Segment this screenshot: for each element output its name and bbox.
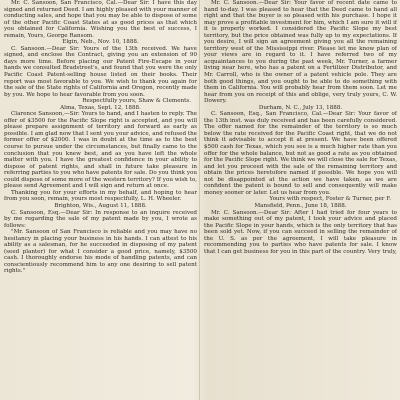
- right-column: [204, 0, 397, 400]
- letter-foster-turner: C. Sansoon, Esq., San Francisco, Cal.—Dear Sir: Your favor of the 13th inst. was duly received and has been carefully considered. The offer named for the remainder of the territory is so much below the rate received for the Pacific Coast right, that we do not think it advisable to accept it at present. We have been offered $500 cash for Texas, which you see is a much higher rate than you offer for the whole balance, but not as good a rate as you obtained for the Pacific Slope right. We think we will close the sale for Texas, and let you proceed with the sale of the remaining territory and obtain the prices heretofore named if possible. We hope you will not be disappointed at the action we have taken, as we are confident the patent is bound to sell and consequently will make money sooner or later. Let us hear from you.: [204, 111, 397, 196]
- column-divider: [199, 0, 200, 400]
- dateline-alma: Alma, Texas, Sept. 12, 1888.: [60, 104, 141, 111]
- letter-wheeler-closing: Thanking you for your efforts in my behalf, and hoping to hear from you soon, remain, yours most respectfully, L. H. Wheeler.: [4, 189, 197, 203]
- dateline-elgin: Elgin, Neb., Nov. 10, 1888.: [62, 39, 139, 46]
- letter-dowery: Mr. C. Sansoon.—Dear Sir: Your favor of recent date came to hand to-day. I was pleased to hear that the Deed came to hand all right and that the buyer is so pleased with his purchase. I hope it may prove a profitable investment for him, which I am sure it will if it is properly worked. I considered the Pacific Slope my best territory, but the price obtained was fully up to my expectations. If you desire, I will sign an agreement giving you all the remaining territory west of the Mississippi river. Please let me know plan of your views are in regard to it. I have referred two of my acquaintances to you during the past week, Mr. Turner, a farmer living near here, who has a patent on a Fertilizer Distributor, and Mr. Carroll, who is the owner of a patent vehicle pole. They are both good things, and you ought to be able to do something with them in California. You will probably hear from them soon. Let me hear from you on receipt of this and oblige, very truly yours, C. W. Dowery.: [204, 0, 397, 105]
- letter-shaw-clements: C. Sansoon.—Dear Sir: Yours of the 13th received. We have signed, and enclose the Contract, giving you an extension of 90 days more time. Before placing our Patent Fire-Escape in your hands we consulted Bradstreet's, and found that you were the only Pacific Coast Patent-selling house listed on their books. Their report was most favorable to you. We wish to thank you again for the sale of the State rights of California and Oregon, recently made by you. We hope to hear favorable from you soon.: [4, 45, 197, 98]
- dateline-mansfield: Mansfield, Penn., June 18, 1888.: [254, 202, 347, 209]
- dateline-brighton: Brighton, Wis., August 11, 1888.: [54, 202, 147, 209]
- dateline-durham: Durham, N. C., July 13, 1888.: [258, 104, 343, 111]
- letter-ransom: Mr. C. Sansoon, San Francisco, Cal.—Dear Sir: I have this day signed and returned Deed. I am highly pleased with your manner of conducting sales, and hope that you may be able to dispose of some of the other Pacific Coast States at as good prices as that which you obtained for California. Wishing you the best of success, I remain, Yours, George Ransom.: [4, 0, 197, 39]
- letter-brighton-quote: "Mr. Sansoon of San Francisco is reliable and you may have no hesitancy in placing your business in his hands. I can attest to his ability as a salesman, for he succeeded in disposing of my patent (seed planter) for what I consider a good price, namely, $3500 cash. I thoroughly endorse his mode of handling patents, and can conscientiously recommend him to any one desiring to sell patent rights.": [4, 229, 197, 275]
- signature-foster-turner: Yours with respect, Foster & Turner, per F.: [269, 196, 391, 203]
- letter-mansfield: Mr. C. Sansoon.—Dear Sir: After I had tried for four years to make something out of my patent, I took your advice and placed the Pacific Slope in your hands, which is the only territory that has been sold yet. Now, if you can succeed in selling the remainder of the U. S. as per the agreement, I will take pleasure in recommending you to parties who have patents for sale. I know that I can get business for you in this part of the country. Very truly,: [204, 209, 397, 255]
- left-column: [4, 0, 197, 400]
- signature-shaw-clements: Respectfully yours, Shaw & Clements.: [82, 98, 191, 105]
- letter-brighton: C. Sansoon, Esq.—Dear Sir: In response to an inquire received by me regarding the sale of my patent made by you, I wrote as follows:: [4, 209, 197, 229]
- letter-wheeler: Clarence Sansoon,—Sir: Yours to hand, and I hasten to reply. The offer of $3500 for the Pacific Slope right is accepted, and you will please prepare assignment of territory and forward as early as possible. I am glad now that I sent you your advice, and refused the former offer of $2000. I was in doubt at the time as to the best course to pursue under the circumstances, but finally came to the conclusion that you knew best, and as you have left the whole matter with you. I have the greatest confidence in your ability to dispose of patent rights, and shall in future take pleasure in referring parties to you who have patents for sale. Do you think you could dispose of some more of the western territory? If you wish to, please send Agreement and I will sign and return at once.: [4, 111, 197, 190]
